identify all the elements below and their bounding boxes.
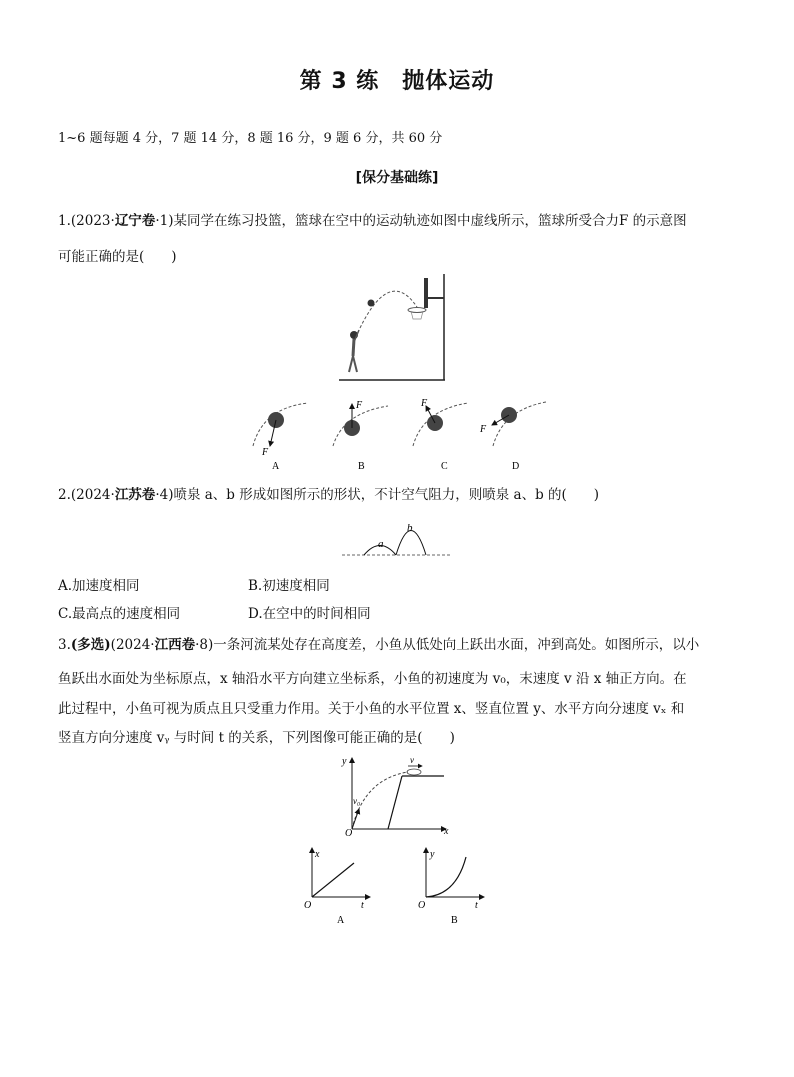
q1-option-d-diagram [479,402,546,472]
q1-line2: 可能正确的是( ) [58,249,177,265]
q3-graph-a-yaxis: x [315,849,320,860]
q3-graph-b-yaxis: y [430,849,435,860]
q2-text-line1: 喷泉 a、b 形成如图所示的形状，不计空气阻力，则喷泉 a、b 的( ) [173,487,600,503]
q3-fig-x-label: x [444,826,449,837]
q2-source-pre: (2024· [70,487,115,503]
q1-option-c-diagram [413,398,468,472]
q1-force-label-d: F [480,424,487,435]
q1-option-b-diagram [333,400,388,472]
scoring-note: 1~6 题每题 4 分，7 题 14 分，8 题 16 分，9 题 6 分，共 60 分 [58,131,443,146]
q3-graph-a-xaxis: t [361,900,364,911]
q2-number: 2. [58,487,71,503]
q3-fig-y-label: y [342,756,347,767]
q3-text-line1: 一条河流某处存在高度差，小鱼从低处向上跃出水面，冲到高处。如图所示，以小 [213,637,700,653]
q1-options-figure [248,398,548,473]
q3-source-post: ·8) [195,637,214,653]
q3-line1 [58,636,699,654]
q1-source-post: ·1) [155,213,174,229]
q2-source-name: 江苏卷 [114,487,156,503]
section-heading: [保分基础练] [355,170,439,186]
q3-graph-b [418,845,486,927]
q3-line3: 此过程中，小鱼可视为质点且只受重力作用。关于小鱼的水平位置 x、竖直位置 y、水平方向分速度 vₓ 和 [58,701,685,717]
q2-line1 [58,486,599,504]
q3-line4: 竖直方向分速度 vᵧ 与时间 t 的关系，下列图像可能正确的是( ) [58,730,455,746]
q3-graph-a [304,845,372,927]
q3-fish-figure [336,754,456,838]
q1-number: 1. [58,213,71,229]
q3-number: 3. [58,637,71,653]
q1-option-label-a: A [272,461,280,472]
q2-option-a: A.加速度相同 [58,578,140,594]
q3-graph-b-xaxis: t [475,900,478,911]
q3-graph-a-label: A [337,915,345,926]
q1-force-label-b: F [356,400,363,411]
q1-source-name: 辽宁卷 [114,213,156,229]
q3-fig-v-label: v [410,755,414,765]
q3-graph-b-curve [426,857,466,897]
q3-line2: 鱼跃出水面处为坐标原点，x 轴沿水平方向建立坐标系，小鱼的初速度为 v₀，末速度 v 沿 x 轴正方向。在 [58,671,687,687]
q2-option-c: C.最高点的速度相同 [58,606,181,622]
q1-force-label-c: F [421,398,428,409]
q2-option-d: D.在空中的时间相同 [248,606,371,622]
q1-basketball-figure [335,272,455,384]
q2-label-b: b [407,522,413,534]
q1-source-pre: (2023· [70,213,115,229]
q1-line1 [58,212,687,230]
q1-text-line1: 某同学在练习投篮，篮球在空中的运动轨迹如图中虚线所示，篮球所受合力F 的示意图 [173,213,687,229]
q3-graph-a-line [312,863,354,897]
q3-source-name: 江西卷 [154,637,196,653]
q3-source-pre: (2024· [110,637,155,653]
q1-option-a-diagram [253,403,308,472]
q1-option-label-d: D [512,461,520,472]
q3-tag: (多选) [70,637,111,653]
q2-option-b: B.初速度相同 [248,578,330,594]
page-title: 第 3 练 抛体运动 [299,69,495,94]
q3-graph-b-origin: O [418,900,426,911]
q1-option-label-c: C [441,461,448,472]
q2-label-a: a [378,538,384,550]
q1-option-label-b: B [358,461,365,472]
q2-fountain-figure [340,518,452,560]
q3-graph-b-label: B [451,915,458,926]
q1-force-label-a: F [262,447,269,458]
q2-source-post: ·4) [155,487,174,503]
q3-fig-origin: O [345,828,353,838]
q3-graph-a-origin: O [304,900,312,911]
q3-fig-v0-label: v₀ [353,796,361,806]
